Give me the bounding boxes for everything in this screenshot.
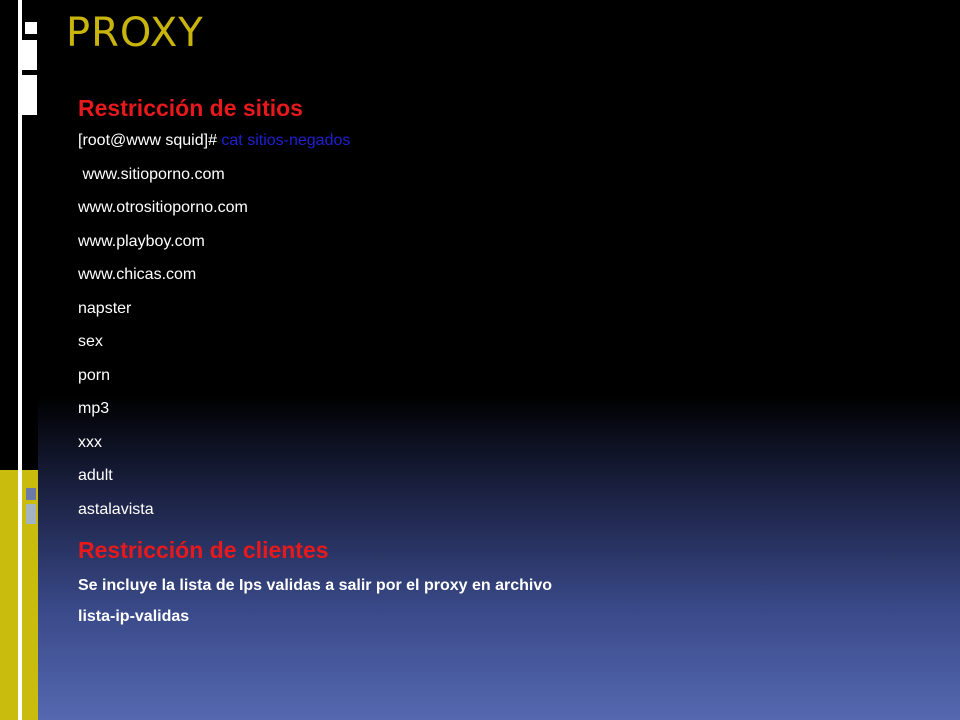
command-prompt: [root@www squid]# [78,132,222,149]
command-text: cat sitios-negados [221,132,351,149]
list-item: www.chicas.com [78,266,197,283]
deco-square [26,476,36,484]
list-item: astalavista [78,500,154,518]
list-item: adult [78,467,113,484]
list-item: www.sitioporno.com [78,165,225,183]
slide-title: PROXY [66,10,204,56]
list-item: www.playboy.com [78,232,205,250]
section-heading-sites: Restricción de sitios [78,95,303,121]
clients-description: Se incluye la lista de Ips validas a salir por el proxy en archivo [78,577,552,594]
list-item: porn [78,366,111,384]
list-item: napster [78,299,132,317]
deco-square [26,488,36,500]
list-item: www.otrositioporno.com [78,199,248,216]
list-item: mp3 [78,400,110,417]
command-line [78,124,938,158]
list-item: xxx [78,433,102,451]
deco-square [22,40,37,70]
list-item: sex [78,333,103,350]
slide-content [78,92,938,632]
deco-square [22,75,37,115]
deco-square [25,22,37,34]
clients-filename: lista-ip-validas [78,608,190,625]
section-heading-clients: Restricción de clientes [78,537,329,563]
deco-square [26,504,36,524]
